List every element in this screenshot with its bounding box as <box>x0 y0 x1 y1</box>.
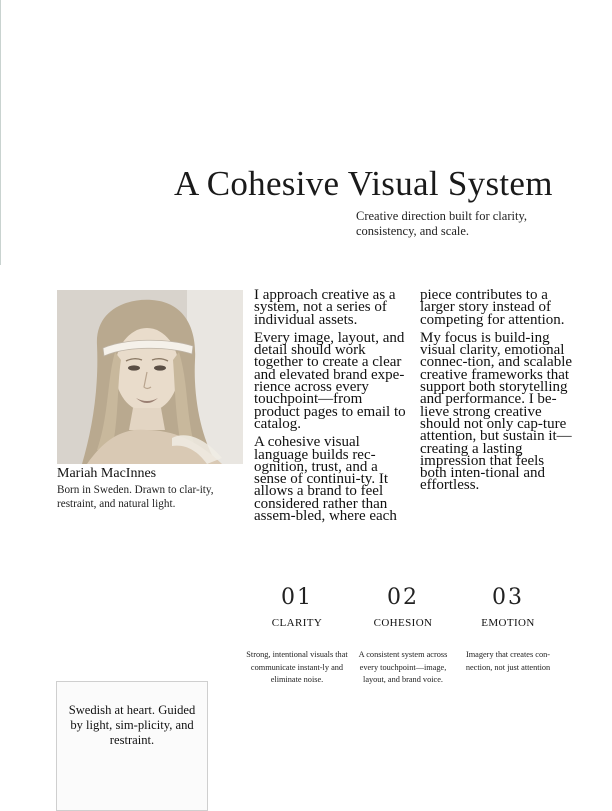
quote-text: Swedish at heart. Guided by light, sim-plicity, and restraint. <box>68 703 196 747</box>
paragraph: piece contributes to a larger story instead of competing for attention. <box>420 287 565 328</box>
pillar-label: COHESION <box>373 617 433 629</box>
body-column-2 <box>420 289 572 498</box>
page-edge-line <box>0 0 1 265</box>
page-subtitle: Creative direction built for clarity, consistency, and scale. <box>356 209 528 238</box>
pillar-description: Strong, intentional visuals that communicate instant-ly and eliminate noise. <box>246 650 348 684</box>
body-column-1 <box>254 289 406 528</box>
paragraph: Every image, layout, and detail should work together to create a clear and elevated brand expe-rience across every touchpoint—from product pages to email to catalog. <box>254 329 406 432</box>
portrait-photo-icon <box>57 290 243 464</box>
pillar-description: A consistent system across every touchpoint—image, layout, and brand voice. <box>358 650 448 684</box>
page-title: A Cohesive Visual System <box>174 164 553 203</box>
paragraph: A cohesive visual language builds rec-ognition, trust, and a sense of continui-ty. It allows a brand to feel considered rather than assem-bled, where each <box>254 434 397 525</box>
paragraph: My focus is build-ing visual clarity, emotional connec-tion, and scalable creative frameworks that support both storytelling and performance. I be-lieve strong creative should not only cap-ture attention, but sustain it—creating a lasting impression that feels both inten-tional and effortless. <box>420 329 573 494</box>
pillar-emotion <box>453 585 563 674</box>
pillar-number: 01 <box>281 585 313 610</box>
paragraph: I approach creative as a system, not a series of individual assets. <box>254 287 396 328</box>
pillar-cohesion <box>348 585 458 687</box>
profile-name: Mariah MacInnes <box>57 466 157 481</box>
pillar-description: Imagery that creates con-nection, not just attention <box>465 650 551 672</box>
pillar-label: EMOTION <box>481 617 535 629</box>
pillar-number: 02 <box>387 585 419 610</box>
pillar-number: 03 <box>492 585 524 610</box>
pillar-clarity <box>242 585 352 687</box>
profile-bio: Born in Sweden. Drawn to clar-ity, restraint, and natural light. <box>57 484 214 510</box>
portrait-illustration <box>57 290 243 464</box>
pillar-label: CLARITY <box>271 617 323 629</box>
